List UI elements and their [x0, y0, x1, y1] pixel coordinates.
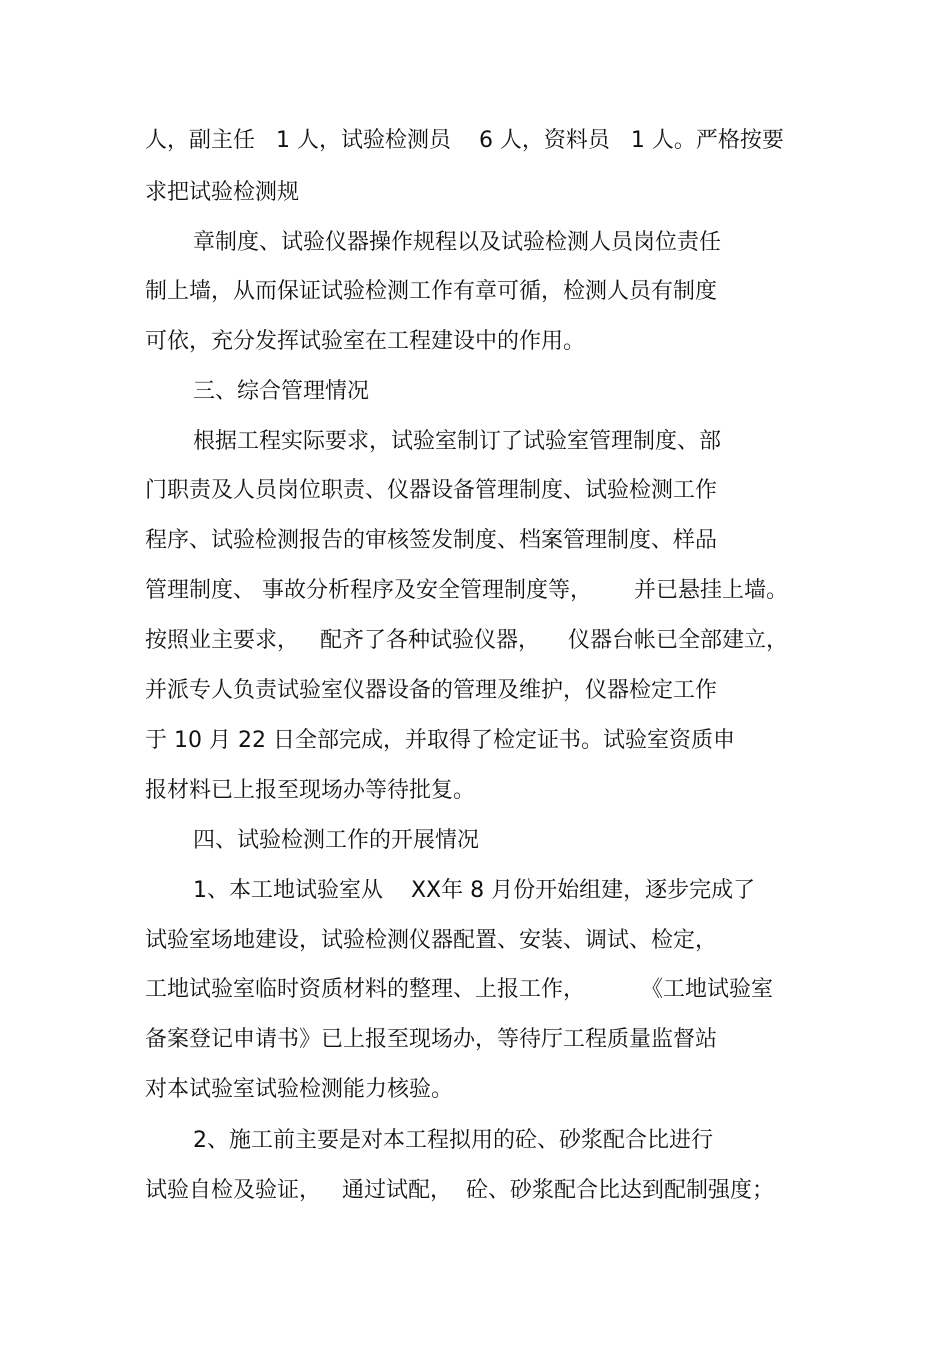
section-heading-3: 三、综合管理情况	[193, 379, 370, 404]
text-line-21: 2、施工前主要是对本工程拟用的砼、砂浆配合比进行	[193, 1128, 713, 1153]
text-line-4: 制上墙，从而保证试验检测工作有章可循，检测人员有制度	[145, 279, 718, 304]
text-line-17: 试验室场地建设，试验检测仪器配置、安装、调试、检定，	[145, 928, 718, 953]
text-line-1: 人，副主任 1 人，试验检测员 6 人，资料员 1 人。严格按要	[145, 128, 784, 153]
text-line-20: 对本试验室试验检测能力核验。	[145, 1077, 454, 1102]
text-line-3: 章制度、试验仪器操作规程以及试验检测人员岗位责任	[193, 230, 722, 255]
text-line-13: 于 10 月 22 日全部完成，并取得了检定证书。试验室资质申	[145, 728, 735, 753]
section-heading-4: 四、试验检测工作的开展情况	[193, 828, 480, 853]
text-line-2: 求把试验检测规	[145, 180, 300, 205]
text-line-10: 管理制度、 事故分析程序及安全管理制度等， 并已悬挂上墙。	[145, 578, 788, 603]
text-line-22: 试验自检及验证， 通过试配， 砼、砂浆配合比达到配制强度；	[145, 1178, 774, 1203]
text-line-16: 1、本工地试验室从 XX年 8 月份开始组建，逐步完成了	[193, 878, 756, 903]
text-line-7: 根据工程实际要求，试验室制订了试验室管理制度、部	[193, 429, 722, 454]
text-line-5: 可依，充分发挥试验室在工程建设中的作用。	[145, 329, 586, 354]
text-line-12: 并派专人负责试验室仪器设备的管理及维护，仪器检定工作	[145, 678, 718, 703]
text-line-9: 程序、试验检测报告的审核签发制度、档案管理制度、样品	[145, 528, 718, 553]
text-line-8: 门职责及人员岗位职责、仪器设备管理制度、试验检测工作	[145, 478, 718, 503]
text-line-19: 备案登记申请书》已上报至现场办，等待厅工程质量监督站	[145, 1027, 718, 1052]
text-line-11: 按照业主要求， 配齐了各种试验仪器， 仪器台帐已全部建立，	[145, 628, 788, 653]
text-line-14: 报材料已上报至现场办等待批复。	[145, 778, 476, 803]
text-line-18: 工地试验室临时资质材料的整理、上报工作， 《工地试验室	[145, 977, 773, 1002]
